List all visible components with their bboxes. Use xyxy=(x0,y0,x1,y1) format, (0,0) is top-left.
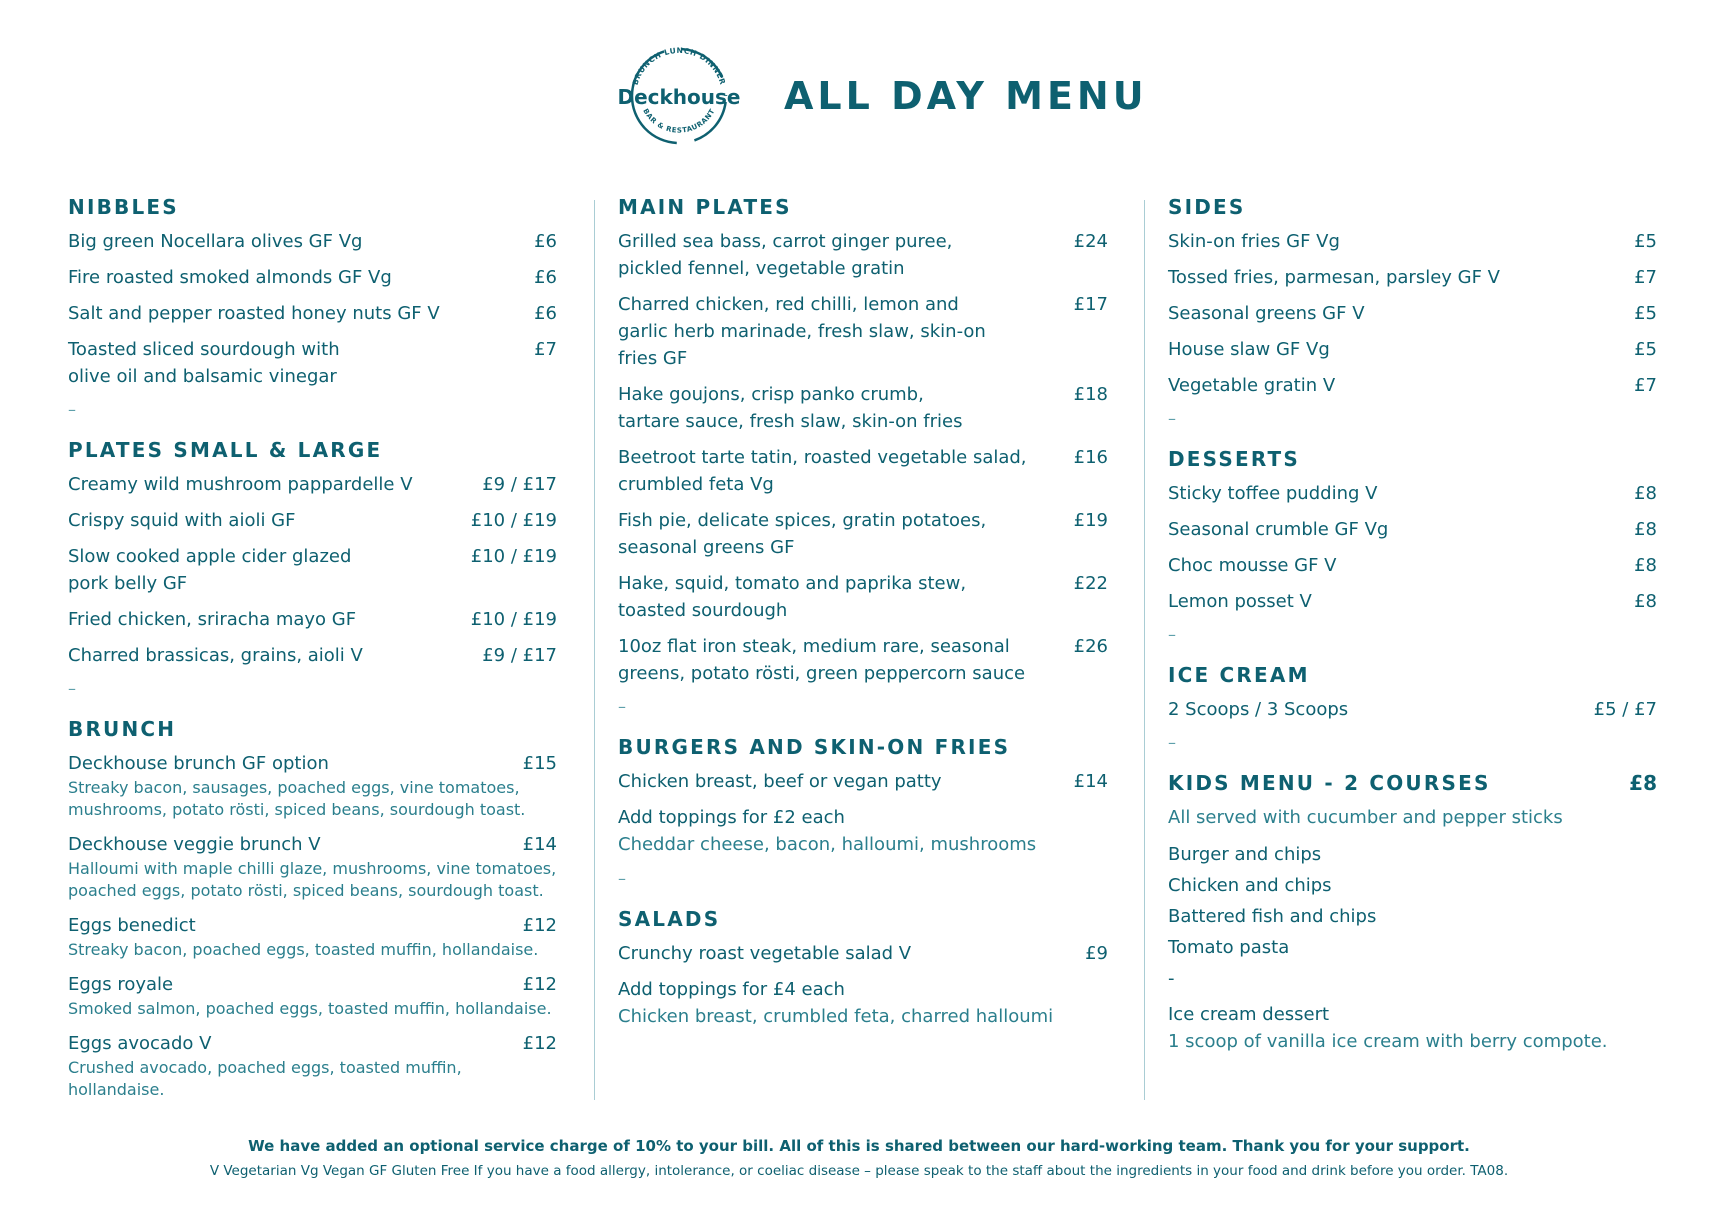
section-sides xyxy=(1168,194,1657,430)
item-price: £16 xyxy=(1073,447,1108,468)
menu-item xyxy=(68,642,557,669)
item-name: Crunchy roast vegetable salad V xyxy=(618,943,912,964)
section-kids-menu xyxy=(1168,770,1657,1055)
item-price: £7 xyxy=(1634,267,1657,288)
item-price: £14 xyxy=(1073,771,1108,792)
dietary-legend: V Vegetarian Vg Vegan GF Gluten Free If you have a food allergy, intolerance, or coeliac disease – please speak to the staff about the ingredients in your food and drink before you order. TA08. xyxy=(209,1163,1509,1179)
item-name: Eggs benedict xyxy=(68,915,196,936)
item-name: Salt and pepper roasted honey nuts GF V xyxy=(68,303,440,324)
item-name: Fried chicken, sriracha mayo GF xyxy=(68,609,357,630)
menu-item xyxy=(1168,300,1657,327)
item-price: £9 / £17 xyxy=(482,645,557,666)
section-plates xyxy=(68,437,557,700)
kids-dessert-title: Ice cream dessert xyxy=(1168,1004,1330,1025)
menu-item xyxy=(618,291,1108,372)
menu-item xyxy=(1168,264,1657,291)
menu-item xyxy=(618,444,1108,498)
item-description: Streaky bacon, poached eggs, toasted muffin, hollandaise. xyxy=(68,940,539,959)
section-title: BRUNCH xyxy=(68,717,177,741)
section-nibbles xyxy=(68,194,557,421)
kids-item: Battered fish and chips xyxy=(1168,906,1377,927)
menu-item xyxy=(68,750,557,777)
kids-item: Chicken and chips xyxy=(1168,875,1332,896)
item-price: £19 xyxy=(1073,510,1108,531)
section-divider: – xyxy=(68,679,76,698)
item-name: Fish pie, delicate spices, gratin potatoes, seasonal greens GF xyxy=(618,510,987,558)
item-price: £7 xyxy=(534,339,557,360)
item-price: £10 / £19 xyxy=(470,546,557,567)
addon-description: Cheddar cheese, bacon, halloumi, mushrooms xyxy=(618,834,1037,855)
item-name: Sticky toffee pudding V xyxy=(1168,483,1378,504)
kids-item: Tomato pasta xyxy=(1168,937,1290,958)
item-description: Crushed avocado, poached eggs, toasted muffin, hollandaise. xyxy=(68,1058,462,1099)
menu-item xyxy=(68,507,557,534)
item-price: £5 xyxy=(1634,303,1657,324)
section-main-plates xyxy=(618,194,1108,718)
item-price: £5 / £7 xyxy=(1593,699,1657,720)
item-price: £17 xyxy=(1073,294,1108,315)
service-charge-note: We have added an optional service charge of 10% to your bill. All of this is shared between our hard-working team. Thank you for your support. xyxy=(248,1137,1470,1155)
item-price: £22 xyxy=(1073,573,1108,594)
section-divider: - xyxy=(1168,968,1175,989)
item-name: Beetroot tarte tatin, roasted vegetable salad, crumbled feta Vg xyxy=(618,447,1027,495)
item-description: Smoked salmon, poached eggs, toasted muffin, hollandaise. xyxy=(68,999,552,1018)
item-description: Halloumi with maple chilli glaze, mushrooms, vine tomatoes, poached eggs, potato rösti, spiced beans, sourdough toast. xyxy=(68,859,557,900)
item-price: £8 xyxy=(1634,555,1657,576)
section-divider: – xyxy=(68,400,76,419)
item-price: £9 xyxy=(1085,943,1108,964)
item-price: £15 xyxy=(522,753,557,774)
item-name: House slaw GF Vg xyxy=(1168,339,1330,360)
kids-price: £8 xyxy=(1629,771,1657,795)
section-title: PLATES SMALL & LARGE xyxy=(68,438,383,462)
item-name: Add toppings for £4 each xyxy=(618,979,845,1000)
item-name: Crispy squid with aioli GF xyxy=(68,510,296,531)
item-price: £10 / £19 xyxy=(470,510,557,531)
menu-item xyxy=(1168,336,1657,363)
menu-item xyxy=(68,228,557,255)
item-price: £6 xyxy=(534,267,557,288)
menu-item xyxy=(68,912,557,939)
menu-item xyxy=(68,971,557,998)
section-title: SALADS xyxy=(618,907,721,931)
section-desserts xyxy=(1168,446,1657,646)
item-name: Toasted sliced sourdough with olive oil and balsamic vinegar xyxy=(68,339,340,387)
item-name: Big green Nocellara olives GF Vg xyxy=(68,231,363,252)
section-divider: – xyxy=(618,869,626,888)
menu-item xyxy=(68,831,557,858)
menu-column-right xyxy=(1168,194,1657,1065)
menu-item xyxy=(68,471,557,498)
item-name: Eggs royale xyxy=(68,974,174,995)
svg-text:BAR & RESTAURANT: BAR & RESTAURANT xyxy=(641,107,717,135)
menu-item xyxy=(1168,552,1657,579)
item-price: £9 / £17 xyxy=(482,474,557,495)
item-name: Fire roasted smoked almonds GF Vg xyxy=(68,267,392,288)
kids-item: Burger and chips xyxy=(1168,844,1322,865)
svg-text:BRUNCH LUNCH DINNER: BRUNCH LUNCH DINNER xyxy=(630,46,728,87)
item-name: Deckhouse veggie brunch V xyxy=(68,834,321,855)
menu-item xyxy=(68,336,557,390)
item-name: Choc mousse GF V xyxy=(1168,555,1337,576)
menu-item xyxy=(618,570,1108,624)
item-name: Charred brassicas, grains, aioli V xyxy=(68,645,363,666)
section-divider: – xyxy=(618,697,626,716)
item-price: £5 xyxy=(1634,231,1657,252)
menu-item xyxy=(618,768,1108,795)
logo-wordmark: Deckhouse xyxy=(617,85,741,109)
menu-column-middle xyxy=(618,194,1108,1040)
menu-item xyxy=(68,264,557,291)
item-price: £12 xyxy=(522,974,557,995)
column-divider xyxy=(1144,200,1145,1100)
item-name: 10oz flat iron steak, medium rare, seasonal greens, potato rösti, green peppercorn sauce xyxy=(618,636,1026,684)
item-price: £18 xyxy=(1073,384,1108,405)
menu-item xyxy=(68,606,557,633)
menu-item xyxy=(1168,516,1657,543)
menu-item xyxy=(618,507,1108,561)
menu-item xyxy=(618,381,1108,435)
section-title: NIBBLES xyxy=(68,195,179,219)
section-title: ICE CREAM xyxy=(1168,663,1310,687)
section-title: MAIN PLATES xyxy=(618,195,792,219)
item-price: £24 xyxy=(1073,231,1108,252)
item-name: Charred chicken, red chilli, lemon and garlic herb marinade, fresh slaw, skin-on fries GF xyxy=(618,294,986,369)
item-price: £7 xyxy=(1634,375,1657,396)
section-title: BURGERS AND SKIN-ON FRIES xyxy=(618,735,1011,759)
addon-title xyxy=(618,976,1108,1003)
section-salads xyxy=(618,906,1108,1030)
item-price: £12 xyxy=(522,915,557,936)
column-divider xyxy=(594,200,595,1100)
item-name: Lemon posset V xyxy=(1168,591,1312,612)
item-price: £8 xyxy=(1634,483,1657,504)
item-name: Seasonal greens GF V xyxy=(1168,303,1365,324)
deckhouse-logo xyxy=(614,46,744,146)
item-price: £14 xyxy=(522,834,557,855)
menu-item xyxy=(68,543,557,597)
menu-item xyxy=(618,228,1108,282)
kids-dessert-description: 1 scoop of vanilla ice cream with berry compote. xyxy=(1168,1031,1608,1052)
section-ice-cream xyxy=(1168,662,1657,754)
addon-title xyxy=(618,804,1108,831)
item-name: Tossed fries, parmesan, parsley GF V xyxy=(1168,267,1500,288)
page-title: ALL DAY MENU xyxy=(784,74,1148,118)
menu-header xyxy=(0,46,1718,146)
item-name: Creamy wild mushroom pappardelle V xyxy=(68,474,413,495)
item-name: Hake goujons, crisp panko crumb, tartare sauce, fresh slaw, skin-on fries xyxy=(618,384,963,432)
section-title: DESSERTS xyxy=(1168,447,1300,471)
menu-item xyxy=(1168,696,1657,723)
menu-item xyxy=(68,300,557,327)
item-price: £26 xyxy=(1073,636,1108,657)
section-title: KIDS MENU - 2 COURSES xyxy=(1168,771,1491,795)
item-price: £8 xyxy=(1634,591,1657,612)
section-brunch xyxy=(68,716,557,1101)
item-name: Slow cooked apple cider glazed pork belly GF xyxy=(68,546,352,594)
item-name: Hake, squid, tomato and paprika stew, toasted sourdough xyxy=(618,573,967,621)
item-price: £10 / £19 xyxy=(470,609,557,630)
item-price: £6 xyxy=(534,231,557,252)
item-price: £8 xyxy=(1634,519,1657,540)
kids-header xyxy=(1168,770,1657,796)
menu-column-left xyxy=(68,194,557,1111)
section-divider: – xyxy=(1168,733,1176,752)
menu-item xyxy=(68,1030,557,1057)
menu-item xyxy=(618,940,1108,967)
section-divider: – xyxy=(1168,625,1176,644)
item-name: Chicken breast, beef or vegan patty xyxy=(618,771,942,792)
kids-note: All served with cucumber and pepper sticks xyxy=(1168,807,1563,828)
item-name: Deckhouse brunch GF option xyxy=(68,753,329,774)
item-name: Add toppings for £2 each xyxy=(618,807,845,828)
item-price: £6 xyxy=(534,303,557,324)
item-name: Vegetable gratin V xyxy=(1168,375,1336,396)
menu-item xyxy=(1168,228,1657,255)
menu-item xyxy=(1168,480,1657,507)
item-price: £5 xyxy=(1634,339,1657,360)
menu-item xyxy=(1168,372,1657,399)
item-name: Seasonal crumble GF Vg xyxy=(1168,519,1389,540)
menu-item xyxy=(1168,588,1657,615)
item-price: £12 xyxy=(522,1033,557,1054)
item-name: Eggs avocado V xyxy=(68,1033,212,1054)
menu-item xyxy=(618,633,1108,687)
item-name: Skin-on fries GF Vg xyxy=(1168,231,1340,252)
section-divider: – xyxy=(1168,409,1176,428)
item-name: 2 Scoops / 3 Scoops xyxy=(1168,699,1349,720)
item-description: Streaky bacon, sausages, poached eggs, vine tomatoes, mushrooms, potato rösti, spiced beans, sourdough toast. xyxy=(68,778,526,819)
addon-description: Chicken breast, crumbled feta, charred halloumi xyxy=(618,1006,1054,1027)
section-burgers xyxy=(618,734,1108,890)
item-name: Grilled sea bass, carrot ginger puree, pickled fennel, vegetable gratin xyxy=(618,231,953,279)
section-title: SIDES xyxy=(1168,195,1246,219)
